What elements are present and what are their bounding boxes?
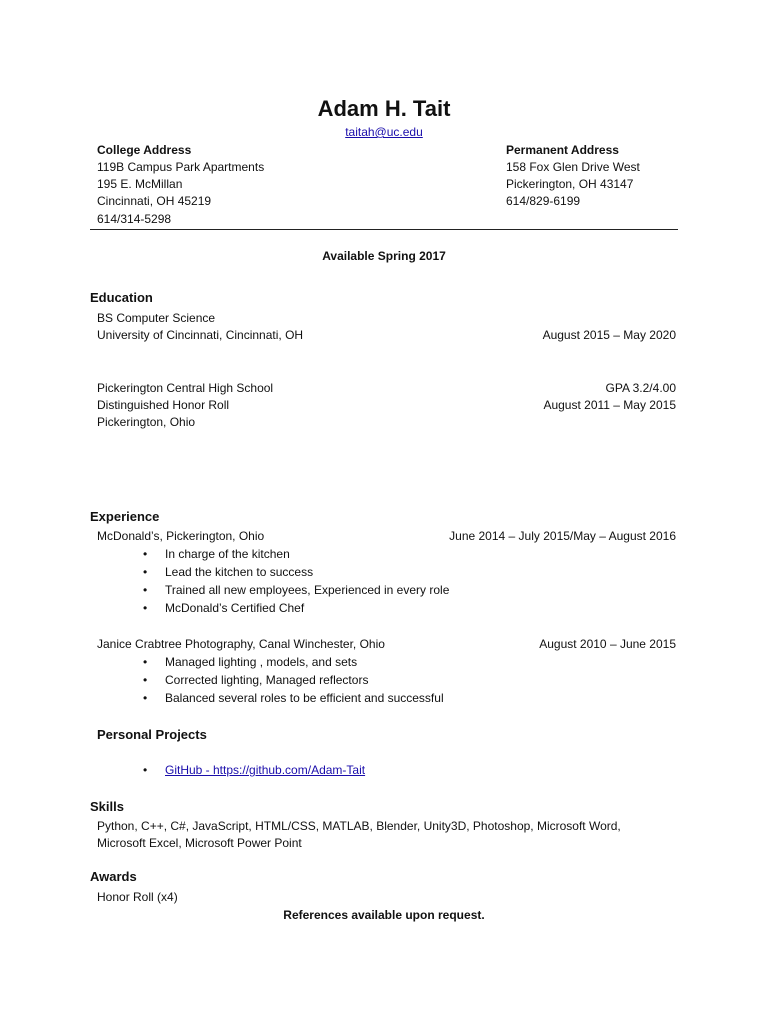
awards-heading: Awards: [90, 869, 137, 884]
permanent-address-line1: 158 Fox Glen Drive West: [506, 160, 640, 174]
job-bullet: Trained all new employees, Experienced in every role: [165, 583, 450, 597]
college-phone: 614/314-5298: [97, 212, 172, 226]
bullet-icon: •: [143, 547, 148, 561]
bullet-icon: •: [143, 763, 148, 777]
bullet-icon: •: [143, 583, 148, 597]
college-address-line1: 119B Campus Park Apartments: [97, 160, 265, 174]
skills-line2: Microsoft Excel, Microsoft Power Point: [97, 836, 302, 850]
education-university: University of Cincinnati, Cincinnati, OH: [97, 328, 304, 342]
college-address-line2: 195 E. McMillan: [97, 177, 183, 191]
permanent-address-line2: Pickerington, OH 43147: [506, 177, 634, 191]
education-highschool-location: Pickerington, Ohio: [97, 415, 196, 429]
award-item: Honor Roll (x4): [97, 890, 178, 904]
bullet-icon: •: [143, 691, 148, 705]
skills-line1: Python, C++, C#, JavaScript, HTML/CSS, MATLAB, Blender, Unity3D, Photoshop, Microsoft Word,: [97, 819, 621, 833]
job-bullet: McDonald’s Certified Chef: [165, 601, 305, 615]
candidate-name: Adam H. Tait: [317, 96, 451, 121]
bullet-icon: •: [143, 655, 148, 669]
bullet-icon: •: [143, 601, 148, 615]
job-bullet: Balanced several roles to be efficient and successful: [165, 691, 444, 705]
education-gpa: GPA 3.2/4.00: [605, 381, 676, 395]
job-title: McDonald’s, Pickerington, Ohio: [97, 529, 265, 543]
job-bullet: Lead the kitchen to success: [165, 565, 314, 579]
job-bullet: In charge of the kitchen: [165, 547, 290, 561]
education-heading: Education: [90, 290, 153, 305]
education-degree: BS Computer Science: [97, 311, 216, 325]
job-title: Janice Crabtree Photography, Canal Winchester, Ohio: [97, 637, 385, 651]
header-divider: [90, 229, 678, 230]
education-honor-roll: Distinguished Honor Roll: [97, 398, 230, 412]
college-address-heading: College Address: [97, 143, 192, 157]
email-link[interactable]: taitah@uc.edu: [345, 125, 423, 139]
education-university-dates: August 2015 – May 2020: [542, 328, 676, 342]
education-highschool-dates: August 2011 – May 2015: [543, 398, 676, 412]
permanent-address-heading: Permanent Address: [506, 143, 619, 157]
references-note: References available upon request.: [283, 908, 485, 922]
college-address-line3: Cincinnati, OH 45219: [97, 194, 212, 208]
education-highschool: Pickerington Central High School: [97, 381, 274, 395]
skills-heading: Skills: [90, 799, 124, 814]
availability: Available Spring 2017: [322, 249, 446, 263]
github-link[interactable]: GitHub - https://github.com/Adam-Tait: [165, 763, 366, 777]
bullet-icon: •: [143, 673, 148, 687]
bullet-icon: •: [143, 565, 148, 579]
job-bullet: Managed lighting , models, and sets: [165, 655, 358, 669]
job-bullet: Corrected lighting, Managed reflectors: [165, 673, 369, 687]
job-dates: August 2010 – June 2015: [539, 637, 676, 651]
experience-heading: Experience: [90, 509, 160, 524]
email-row: [0, 124, 768, 141]
permanent-phone: 614/829-6199: [506, 194, 581, 208]
projects-heading: Personal Projects: [97, 727, 207, 742]
job-dates: June 2014 – July 2015/May – August 2016: [449, 529, 676, 543]
